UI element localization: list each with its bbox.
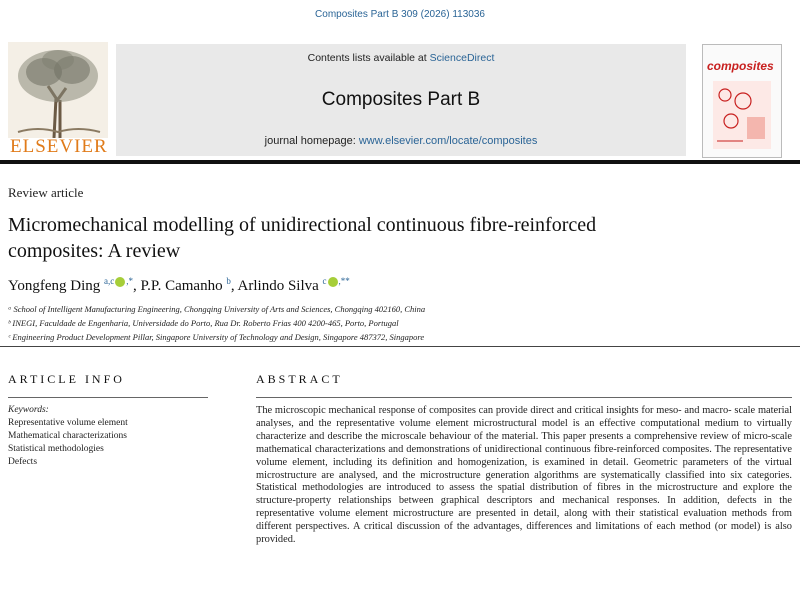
affiliation: ᵇ INEGI, Faculdade de Engenharia, Universidade do Porto, Rua Dr. Roberto Frias 400 4200-465, Porto, Portugal bbox=[8, 318, 399, 328]
journal-citation[interactable]: Composites Part B 309 (2026) 113036 bbox=[315, 9, 485, 20]
contents-prefix: Contents lists available at bbox=[307, 52, 430, 64]
author-affil-mark[interactable]: b bbox=[226, 276, 231, 286]
keyword[interactable]: Statistical methodologies bbox=[8, 444, 104, 454]
author-name[interactable]: Yongfeng Ding bbox=[8, 278, 101, 294]
abstract-rule bbox=[256, 397, 792, 398]
keyword[interactable]: Mathematical characterizations bbox=[8, 431, 127, 441]
contents-availability bbox=[116, 52, 686, 64]
journal-homepage bbox=[116, 135, 686, 147]
cover-title: composites bbox=[707, 59, 774, 73]
title-line-1: Micromechanical modelling of unidirectional continuous fibre-reinforced bbox=[8, 214, 597, 236]
homepage-prefix: journal homepage: bbox=[264, 135, 359, 147]
article-type: Review article bbox=[8, 185, 84, 200]
keyword[interactable]: Representative volume element bbox=[8, 418, 128, 428]
title-line-2: composites: A review bbox=[8, 240, 181, 262]
keywords-label: Keywords: bbox=[8, 405, 49, 415]
journal-name: Composites Part B bbox=[321, 89, 481, 110]
abstract-heading: ABSTRACT bbox=[256, 372, 343, 386]
corresponding-mark[interactable]: ,** bbox=[338, 276, 350, 286]
sciencedirect-link[interactable]: ScienceDirect bbox=[429, 52, 495, 64]
orcid-icon[interactable] bbox=[115, 277, 125, 287]
author-name[interactable]: P.P. Camanho bbox=[140, 278, 223, 294]
article-info-heading: ARTICLE INFO bbox=[8, 372, 125, 386]
keyword[interactable]: Defects bbox=[8, 457, 38, 467]
elsevier-wordmark: ELSEVIER bbox=[10, 136, 108, 157]
journal-header-panel bbox=[116, 44, 686, 156]
journal-cover[interactable] bbox=[702, 44, 782, 158]
tree-icon bbox=[8, 42, 108, 138]
cover-graphic-icon bbox=[713, 81, 771, 149]
author-affil-mark[interactable]: c bbox=[322, 276, 327, 286]
author-affil-mark[interactable]: a,c bbox=[103, 276, 115, 286]
header-divider bbox=[0, 160, 800, 164]
homepage-link[interactable]: www.elsevier.com/locate/composites bbox=[358, 135, 538, 147]
affiliation: ᵃ School of Intelligent Manufacturing Engineering, Chongqing University of Arts and Sciences, Chongqing 402160, China bbox=[8, 304, 426, 314]
article-info-rule bbox=[8, 397, 208, 398]
author-name[interactable]: Arlindo Silva bbox=[237, 278, 319, 294]
elsevier-logo[interactable] bbox=[8, 42, 108, 158]
abstract-text: The microscopic mechanical response of composites can provide direct and critical insights for meso- and macro- scale material analyses, and the representative volume element microstructural model is an effective computational medium to virtually characterize and describe the microscale behaviour of the material. This paper presents a comprehensive review of micro-scale mathematical characterizations and demonstrations of unidirectional continuous fibre-reinforced composites. The representative volume element, including its definition and homogenization, is examined in detail. Geometric parameters of the virtual microstructure are analysed, and the microstructure generation algorithms are systematically classified into six categories. Statistical methodologies are introduced to assess the spatial distribution of fibres in the microstructure and explore the structure-property relationships between graphical descriptors and mechanical responses. In addition, defects in the representative volume element microstructure are presented in detail, along with their statistical evaluation methods from different perspectives. A critical discussion of the advantages, differences and limitations of each method (or model) is also provided. bbox=[256, 405, 792, 546]
corresponding-mark[interactable]: ,* bbox=[126, 276, 133, 286]
author-list: Yongfeng Ding $^{a,c}$ ,*, P.P. Camanho $^b$, Arlindo Silva $^c$ ,** bbox=[8, 276, 350, 294]
article-title bbox=[8, 212, 788, 264]
orcid-icon[interactable] bbox=[328, 277, 338, 287]
affiliation: ᶜ Engineering Product Development Pillar, Singapore University of Technology and Design, Singapore 487372, Singapore bbox=[8, 332, 425, 342]
section-divider bbox=[0, 346, 800, 347]
